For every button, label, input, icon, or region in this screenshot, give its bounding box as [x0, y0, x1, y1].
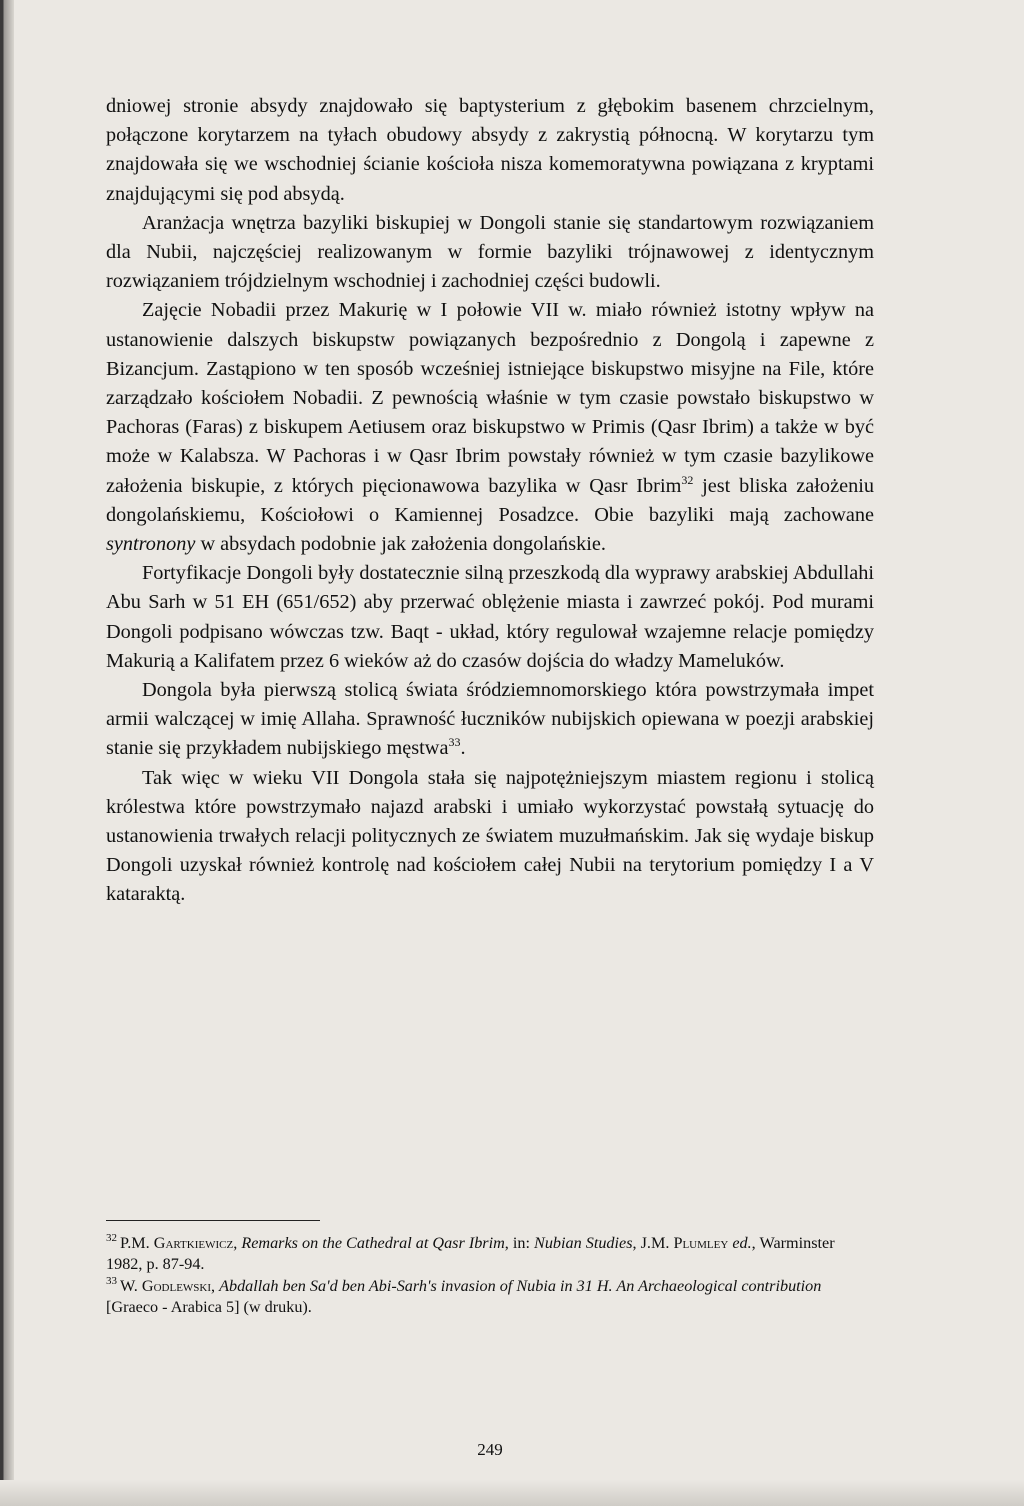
footnote-title: Abdallah ben Sa'd ben Abi-Sarh's invasion of Nubia in 31 H. An Archaeological contribution — [219, 1276, 822, 1295]
paragraph — [106, 296, 874, 559]
footnote-title: Remarks on the Cathedral at Qasr Ibrim — [241, 1233, 505, 1252]
footnote-number: 32 — [106, 1232, 117, 1245]
footnote-divider — [106, 1220, 320, 1221]
scan-shadow — [0, 1480, 1024, 1506]
footnote-series: Nubian Studies — [534, 1233, 633, 1252]
paragraph: dniowej stronie absydy znajdowało się baptysterium z głębokim basenem chrzcielnym, połączone korytarzem na tyłach obudowy absydy z zakrystią północną. W korytarzu tym znajdowała się we wschodniej ścianie kościoła nisza komemoratywna powiązana z kryptami znajdującymi się pod absydą. — [106, 95, 874, 205]
paragraph-text: Zajęcie Nobadii przez Makurię w I połowie VII w. miało również istotny wpływ na ustanowienie dalszych biskupstw powiązanych bezpośrednio z Dongolą i zapewne z Bizancjum. Zastąpiono w ten sposób wcześniej istniejące biskupstwo misyjne na File, które zarządzało kościołem Nobadii. Z pewnością właśnie w tym czasie powstało biskupstwo w Pachoras (Faras) z biskupem Aetiusem oraz biskupstwo w Primis (Qasr Ibrim) a także w być może w Kalabsza. W Pachoras i w Qasr Ibrim powstały również w tym czasie bazylikowe założenia biskupie, z których pięcionawowa bazylika w Qasr Ibrim — [106, 299, 874, 497]
scan-edge — [0, 0, 14, 1506]
paragraph — [106, 676, 874, 764]
footnote-number: 33 — [106, 1275, 117, 1288]
footnote-author-initials: P.M. — [120, 1233, 154, 1252]
body-text — [106, 92, 874, 910]
paragraph: Fortyfikacje Dongoli były dostatecznie silną przeszkodą dla wyprawy arabskiej Abdullahi Abu Sarh w 51 EH (651/652) aby przerwać oblężenie miasta i zawrzeć pokój. Pod murami Dongoli podpisano wówczas tzw. Baqt - układ, który regulował wzajemne relacje pomiędzy Makurią a Kalifatem przez 6 wieków aż do czasów dojścia do władzy Mameluków. — [106, 562, 874, 672]
document-page — [106, 92, 874, 1459]
footnote-text: , in: — [504, 1233, 535, 1252]
paragraph: Tak więc w wieku VII Dongola stała się najpotężniejszym miastem regionu i stolicą królestwa które powstrzymało najazd arabski i umiało wykorzystać powstałą sytuację do ustanowienia trwałych relacji politycznych ze światem muzułmańskim. Jak się wydaje biskup Dongoli uzyskał również kontrolę nad kościołem całej Nubii na terytorium pomiędzy I a V kataraktą. — [106, 766, 874, 906]
footnote-author: Godlewski — [141, 1276, 212, 1295]
paragraph-text: w absydach podobnie jak założenia dongolańskie. — [195, 533, 606, 556]
footnote-text: , — [233, 1233, 242, 1252]
footnote-33 — [106, 1276, 874, 1319]
footnote-author-initials: W. — [120, 1276, 142, 1295]
footnote-ref[interactable]: 32 — [681, 472, 694, 487]
footnotes — [106, 1233, 874, 1319]
footnote-ed: ed. — [732, 1233, 752, 1252]
footnote-text: , J.M. — [632, 1233, 674, 1252]
footnote-ref[interactable]: 33 — [448, 735, 461, 750]
paragraph-text: Dongola była pierwszą stolicą świata śródziemnomorskiego która powstrzymała impet armii walczącej w imię Allaha. Sprawność łuczników nubijskich opiewana w poezji arabskiej stanie się przykładem nubijskiego męstwa — [106, 679, 874, 760]
page-number: 249 — [477, 1440, 503, 1459]
paragraph-text: . — [460, 737, 466, 760]
footnote-text: , Warminster 1982, p. 87-94. — [106, 1233, 835, 1274]
paragraph-text: jest bliska założeniu dongolańskiemu, Kościołowi o Kamiennej Posadzce. Obie bazyliki mają zachowane — [106, 474, 874, 526]
footnote-editor: Plumley — [673, 1233, 729, 1252]
italic-term: syntronony — [106, 533, 196, 556]
footnote-text: , — [211, 1276, 220, 1295]
footnote-32 — [106, 1233, 874, 1276]
paragraph: Aranżacja wnętrza bazyliki biskupiej w Dongoli stanie się standartowym rozwiązaniem dla Nubii, najczęściej realizowanym w formie bazyliki trójnawowej z identycznym rozwiązaniem trójdzielnym wschodniej i zachodniej części budowli. — [106, 211, 874, 293]
footnote-text: [Graeco - Arabica 5] (w druku). — [106, 1298, 312, 1317]
footnote-author: Gartkiewicz — [153, 1233, 234, 1252]
